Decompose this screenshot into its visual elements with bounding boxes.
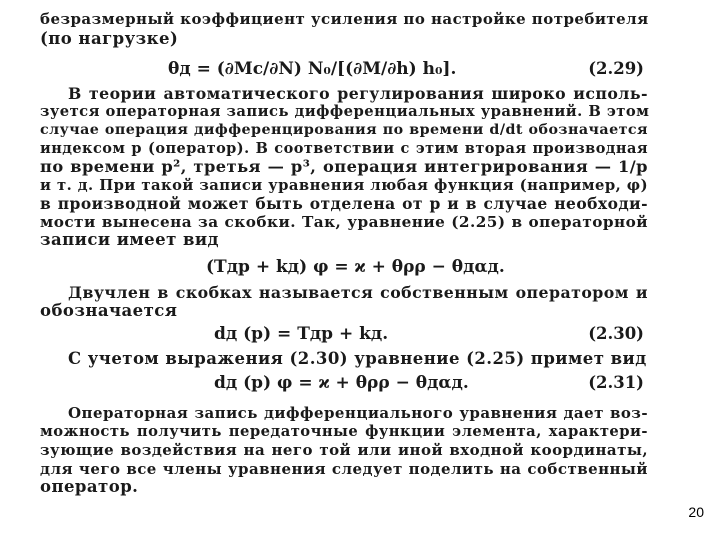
text-line-16: можность получить передаточные функции элемента, характери- xyxy=(40,423,648,440)
text-line-12: Двучлен в скобках называется собственным оператором и xyxy=(68,283,648,302)
text-line-18: для чего все члены уравнения следует поделить на собственный xyxy=(40,460,648,478)
text-line-4: зуется операторная запись дифференциальных уравнений. В этом xyxy=(40,103,650,120)
text-line-15: Операторная запись дифференциального уравнения дает воз- xyxy=(68,404,648,422)
equation-number-2-30: (2.30) xyxy=(588,324,644,343)
text-line-19: оператор. xyxy=(40,477,139,496)
equation-2-30: dд (p) = Tдp + kд. xyxy=(214,324,389,344)
text-line-6: индексом p (оператор). В соответствии с этим вторая производная xyxy=(40,140,648,157)
text-line-1: безразмерный коэффициент усиления по настройке потребителя xyxy=(40,10,649,28)
text-line-11: записи имеет вид xyxy=(40,230,219,249)
text-line-7: по времени p², третья — p³, операция интегрирования — 1/p xyxy=(40,157,648,176)
text-line-17: зующие воздействия на него той или иной входной координаты, xyxy=(40,441,648,459)
equation-number-2-29: (2.29) xyxy=(588,59,644,78)
text-line-13: обозначается xyxy=(40,301,178,320)
text-line-9: в производной может быть отделена от p и в случае необходи- xyxy=(40,194,648,213)
text-line-14: С учетом выражения (2.30) уравнение (2.25) примет вид xyxy=(68,349,647,368)
equation-number-2-31: (2.31) xyxy=(588,373,644,392)
text-line-3: В теории автоматического регулирования широко исполь- xyxy=(68,84,648,103)
equation-2-31: dд (p) φ = ϰ + θρρ − θдαд. xyxy=(214,373,469,393)
equation-2-29: θд = (∂Mс/∂N) N₀/[(∂M/∂h) h₀]. xyxy=(168,59,457,79)
text-line-2: (по нагрузке) xyxy=(40,29,179,48)
text-line-8: и т. д. При такой записи уравнения любая функция (например, φ) xyxy=(40,177,648,194)
equation-operator-form: (Tдp + kд) φ = ϰ + θρρ − θдαд. xyxy=(206,257,505,277)
slide-number: 20 xyxy=(688,504,704,520)
text-line-10: мости вынесена за скобки. Так, уравнение (2.25) в операторной xyxy=(40,213,648,231)
text-line-5: случае операция дифференцирования по времени d/dt обозначается xyxy=(40,122,648,138)
